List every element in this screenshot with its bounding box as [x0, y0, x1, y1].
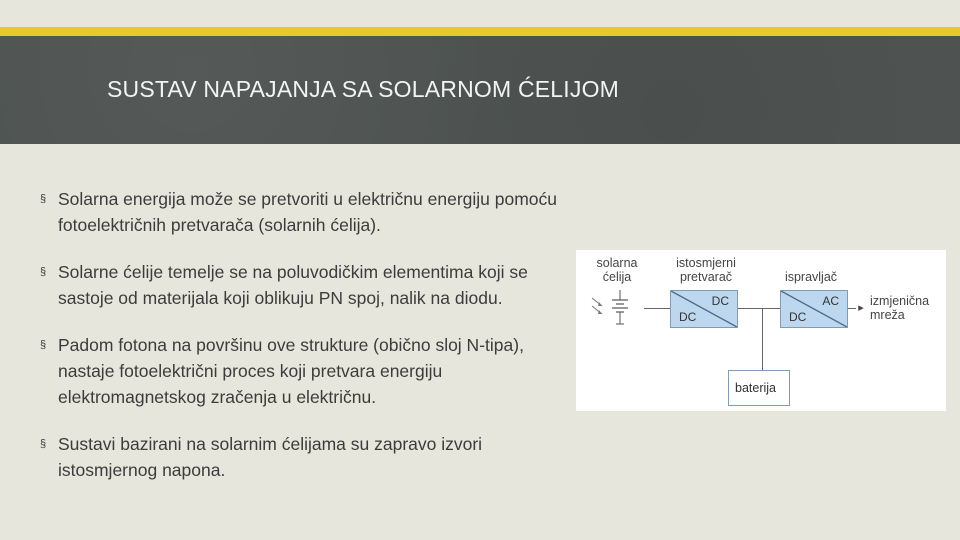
wire	[644, 308, 670, 309]
dc-out-label: DC	[679, 310, 697, 324]
bullet-text: Solarne ćelije temelje se na poluvodičkim elementima koji se sastoje od materijala koji oblikuju PN spoj, nalik na diodu.	[58, 262, 528, 308]
bullet-marker-icon: §	[40, 339, 47, 351]
bullet-item	[40, 431, 560, 483]
solar-cell-label-line: solarna	[596, 256, 638, 270]
wire	[736, 308, 780, 309]
power-system-diagram	[576, 250, 946, 411]
accent-stripe	[0, 27, 960, 36]
dc-in-label: DC	[711, 294, 729, 308]
wire	[762, 309, 763, 371]
bullet-marker-icon: §	[40, 193, 47, 205]
bullet-item	[40, 332, 560, 410]
grid-label-line: izmjenična	[870, 294, 930, 308]
solar-cell-label	[582, 256, 652, 284]
solar-cell-label-line: ćelija	[602, 270, 632, 284]
dc-label: DC	[789, 310, 807, 324]
dc-converter-box	[670, 290, 738, 328]
grid-label-line: mreža	[870, 308, 905, 322]
bullet-list	[40, 186, 560, 504]
dc-converter-label-line: istosmjerni	[676, 256, 736, 270]
battery-box	[728, 370, 790, 406]
battery-label: baterija	[735, 381, 776, 395]
bullet-text: Sustavi bazirani na solarnim ćelijama su zapravo izvori istosmjernog napona.	[58, 434, 483, 480]
grid-label	[870, 294, 944, 322]
bullet-marker-icon: §	[40, 438, 47, 450]
bullet-item	[40, 259, 560, 311]
slide-title: SUSTAV NAPAJANJA SA SOLARNOM ĆELIJOM	[107, 76, 620, 102]
bullet-marker-icon: §	[40, 266, 47, 278]
solar-cell-icon	[590, 288, 644, 328]
bullet-text: Solarna energija može se pretvoriti u električnu energiju pomoću fotoelektričnih pretvarača (solarnih ćelija).	[58, 189, 558, 235]
dc-converter-label	[666, 256, 746, 284]
bullet-text: Padom fotona na površinu ove strukture (obično sloj N-tipa), nastaje fotoelektrični proces koji pretvara energiju elektromagnetskog zračenja u električnu.	[58, 335, 524, 407]
inverter-label	[776, 270, 846, 284]
dc-converter-label-line: pretvarač	[679, 270, 733, 284]
arrow-right-icon: ▸	[858, 302, 864, 314]
inverter-box	[780, 290, 848, 328]
inverter-label-line: ispravljač	[784, 270, 838, 284]
ac-label: AC	[822, 294, 839, 308]
bullet-item	[40, 186, 560, 238]
